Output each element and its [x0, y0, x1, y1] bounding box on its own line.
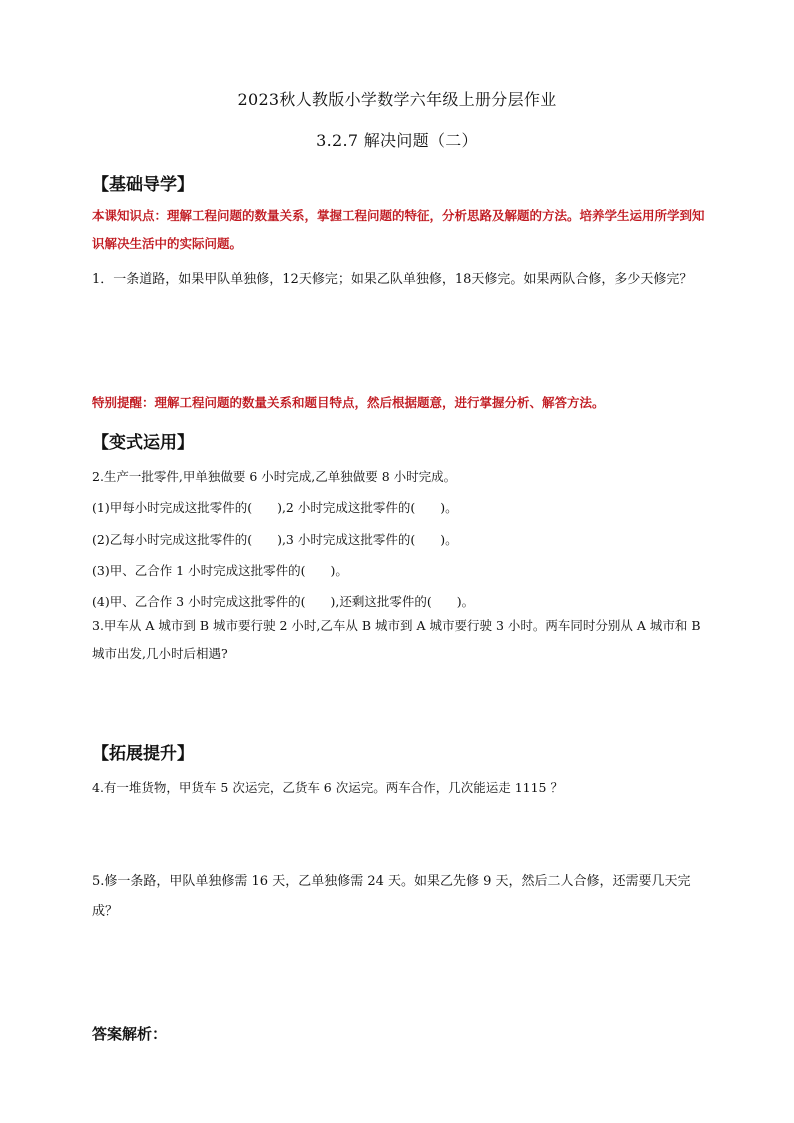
section-heading-extend: 【拓展提升】 [92, 744, 194, 764]
special-reminder-note: 特别提醒：理解工程问题的数量关系和题目特点，然后根据题意，进行掌握分析、解答方法。 [92, 395, 605, 410]
section-heading-basic: 【基础导学】 [92, 175, 194, 195]
question-2-part-4: (4)甲、乙合作 3 小时完成这批零件的( ),还剩这批零件的( )。 [92, 594, 475, 609]
document-title: 2023秋人教版小学数学六年级上册分层作业 [237, 90, 557, 109]
section-heading-variant: 【变式运用】 [92, 433, 194, 453]
question-2-part-3: (3)甲、乙合作 1 小时完成这批零件的( )。 [92, 563, 348, 578]
question-5: 5.修一条路，甲队单独修需 16 天，乙单独修需 24 天。如果乙先修 9 天，然后二人合修，还需要几天完成？ [92, 874, 691, 919]
knowledge-point-note: 本课知识点：理解工程问题的数量关系，掌握工程问题的特征，分析思路及解题的方法。培养学生运用所学到知识解决生活中的实际问题。 [92, 208, 705, 251]
answer-heading: 答案解析： [92, 1025, 168, 1043]
question-3: 3.甲车从 A 城市到 B 城市要行驶 2 小时,乙车从 B 城市到 A 城市要行驶 3 小时。两车同时分别从 A 城市和 B 城市出发,几小时后相遇? [92, 618, 701, 661]
question-2-stem: 2.生产一批零件,甲单独做要 6 小时完成,乙单独做要 8 小时完成。 [92, 469, 457, 484]
question-2-part-2: (2)乙每小时完成这批零件的( ),3 小时完成这批零件的( )。 [92, 532, 458, 547]
question-4: 4.有一堆货物，甲货车 5 次运完，乙货车 6 次运完。两车合作，几次能运走 1115 ？ [92, 780, 563, 795]
question-2-part-1: (1)甲每小时完成这批零件的( ),2 小时完成这批零件的( )。 [92, 500, 458, 515]
document-subtitle: 3.2.7 解决问题（二） [316, 131, 478, 150]
question-1: 1．一条道路，如果甲队单独修，12天修完；如果乙队单独修，18天修完。如果两队合修，多少天修完？ [92, 272, 693, 287]
